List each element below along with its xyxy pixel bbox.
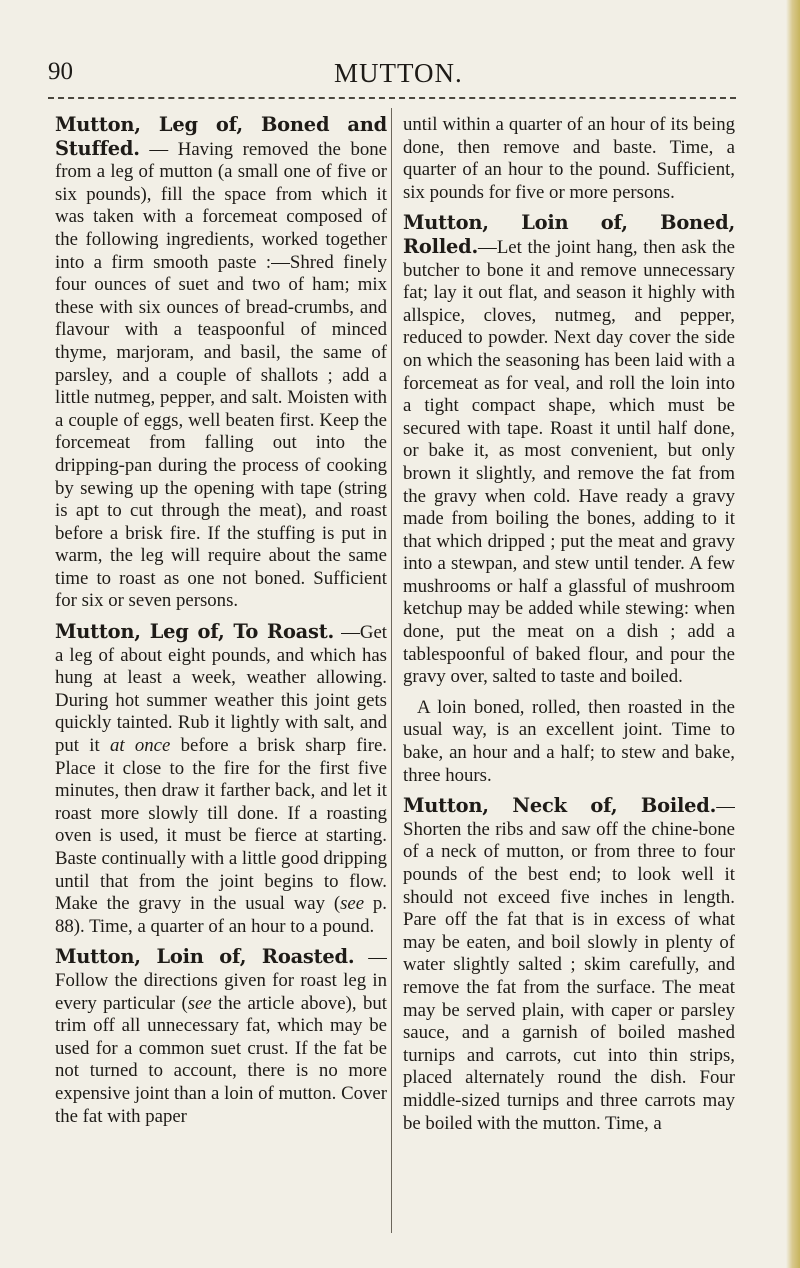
recipe-leg-boned-stuffed [55, 114, 387, 613]
recipe-title: Mutton, Neck of, Boiled. [403, 794, 717, 818]
recipe-body-continued: before a brisk sharp fire. Place it close to the fire for the first five minutes, then draw it farther back, and let it roast more slowly till done. If a roasting oven is used, it must be fierce at starting. Baste continually with a little good dripping until that from the joint begins to flow. Make the gravy in the usual way ( [55, 735, 387, 915]
recipe-emphasis: see [187, 992, 212, 1014]
recipe-loin-roasted [55, 946, 387, 1128]
recipe-paragraph [55, 946, 387, 1128]
left-column [55, 114, 387, 1232]
recipe-body: —Follow the directions given for roast leg in every particular ( [55, 947, 387, 1014]
recipe-title: Mutton, Loin of, Roasted. [55, 945, 355, 969]
recipe-emphasis: at once [109, 735, 171, 757]
recipe-leg-roast [55, 621, 387, 938]
recipe-paragraph [55, 114, 387, 613]
recipe-note: A loin boned, rolled, then roasted in the usual way, is an excellent joint. Time to bake, an hour and a half; to stew and bake, three hours. [403, 696, 735, 786]
recipe-body: — Having removed the bone from a leg of mutton (a small one of five or six pounds), fill the space from which it was taken with a forcemeat composed of the following ingredients, worked together into a firm smooth paste :—Shred finely four ounces of suet and two of ham; mix these with six ounces of bread-crumbs, and flavour with a teaspoonful of minced thyme, marjoram, and basil, the same of parsley, and a couple of shallots ; add a little nutmeg, pepper, and salt. Moisten with a couple of eggs, well beaten first. Keep the forcemeat from falling out into the dripping-pan during the process of cooking by sewing up the opening with tape (string is apt to cut through the meat), and roast before a brisk fire. If the stuffing is put in warm, the leg will require about the same time to roast as one not boned. Sufficient for six or seven persons. [55, 138, 387, 612]
running-title: MUTTON. [334, 58, 463, 88]
recipe-body-continued: the article above), but trim off all unnecessary fat, which may be used for a common suet crust. If the fat be not turned to account, there is no more expensive joint than a loin of mutton. Cover the fat with paper [55, 992, 387, 1127]
page-edge-shadow [786, 0, 800, 1268]
column-divider [391, 108, 392, 1233]
recipe-body: —Get a leg of about eight pounds, and which has hung at least a week, weather allowing. During hot summer weather this joint gets quickly tainted. Rub it lightly with salt, and put it [55, 622, 387, 757]
recipe-title: Mutton, Loin of, Boned, Rolled. [403, 211, 735, 258]
recipe-paragraph [403, 795, 735, 1135]
recipe-paragraph [55, 621, 387, 938]
recipe-body: —Let the joint hang, then ask the butcher to bone it and remove unnecessary fat; lay it out flat, and season it highly with allspice, cloves, nutmeg, and pepper, reduced to powder. Next day cover the side on which the seasoning has been laid with a forcemeat as for veal, and roll the loin into a tight compact shape, which must be secured with tape. Roast it until half done, or bake it, as most convenient, but only brown it slightly, and remove the fat from the gravy when cold. Have ready a gravy made from boiling the bones, adding to it that which dripped ; put the meat and gravy into a stewpan, and stew until tender. A few mushrooms or half a glassful of mushroom ketchup may be added while stewing: when done, put the meat on a dish ; add a tablespoonful of baked flour, and pour the gravy over, salted to taste and boiled. [403, 236, 735, 688]
running-head [48, 56, 740, 96]
page-number: 90 [48, 58, 73, 85]
recipe-neck-boiled [403, 795, 735, 1135]
right-column [403, 114, 735, 1232]
recipe-emphasis: see [340, 893, 365, 915]
continuation-paragraph: until within a quarter of an hour of its being done, then remove and baste. Time, a quarter of an hour to the pound. Sufficient, six pounds for five or more persons. [403, 114, 735, 203]
recipe-title: Mutton, Leg of, Boned and Stuffed. [55, 114, 387, 160]
recipe-paragraph [403, 212, 735, 688]
recipe-loin-boned-rolled [403, 212, 735, 688]
recipe-body-end: p. 88). Time, a quarter of an hour to a pound. [55, 893, 387, 937]
header-rule [48, 97, 736, 99]
recipe-body: — Shorten the ribs and saw off the chine-bone of a neck of mutton, or from three to four pounds of the best end; to look well it should not exceed five inches in length. Pare off the fat that is in excess of what may be eaten, and boil slowly in plenty of water slightly salted ; skim carefully, and remove the fat from the surface. The meat may be served plain, with caper or parsley sauce, and a garnish of boiled mashed turnips and carrots, cut into thin strips, placed alternately round the dish. Four middle-sized turnips and three carrots may be boiled with the mutton. Time, a [403, 796, 735, 1134]
recipe-continuation [403, 114, 735, 204]
recipe-title: Mutton, Leg of, To Roast. [55, 620, 335, 644]
